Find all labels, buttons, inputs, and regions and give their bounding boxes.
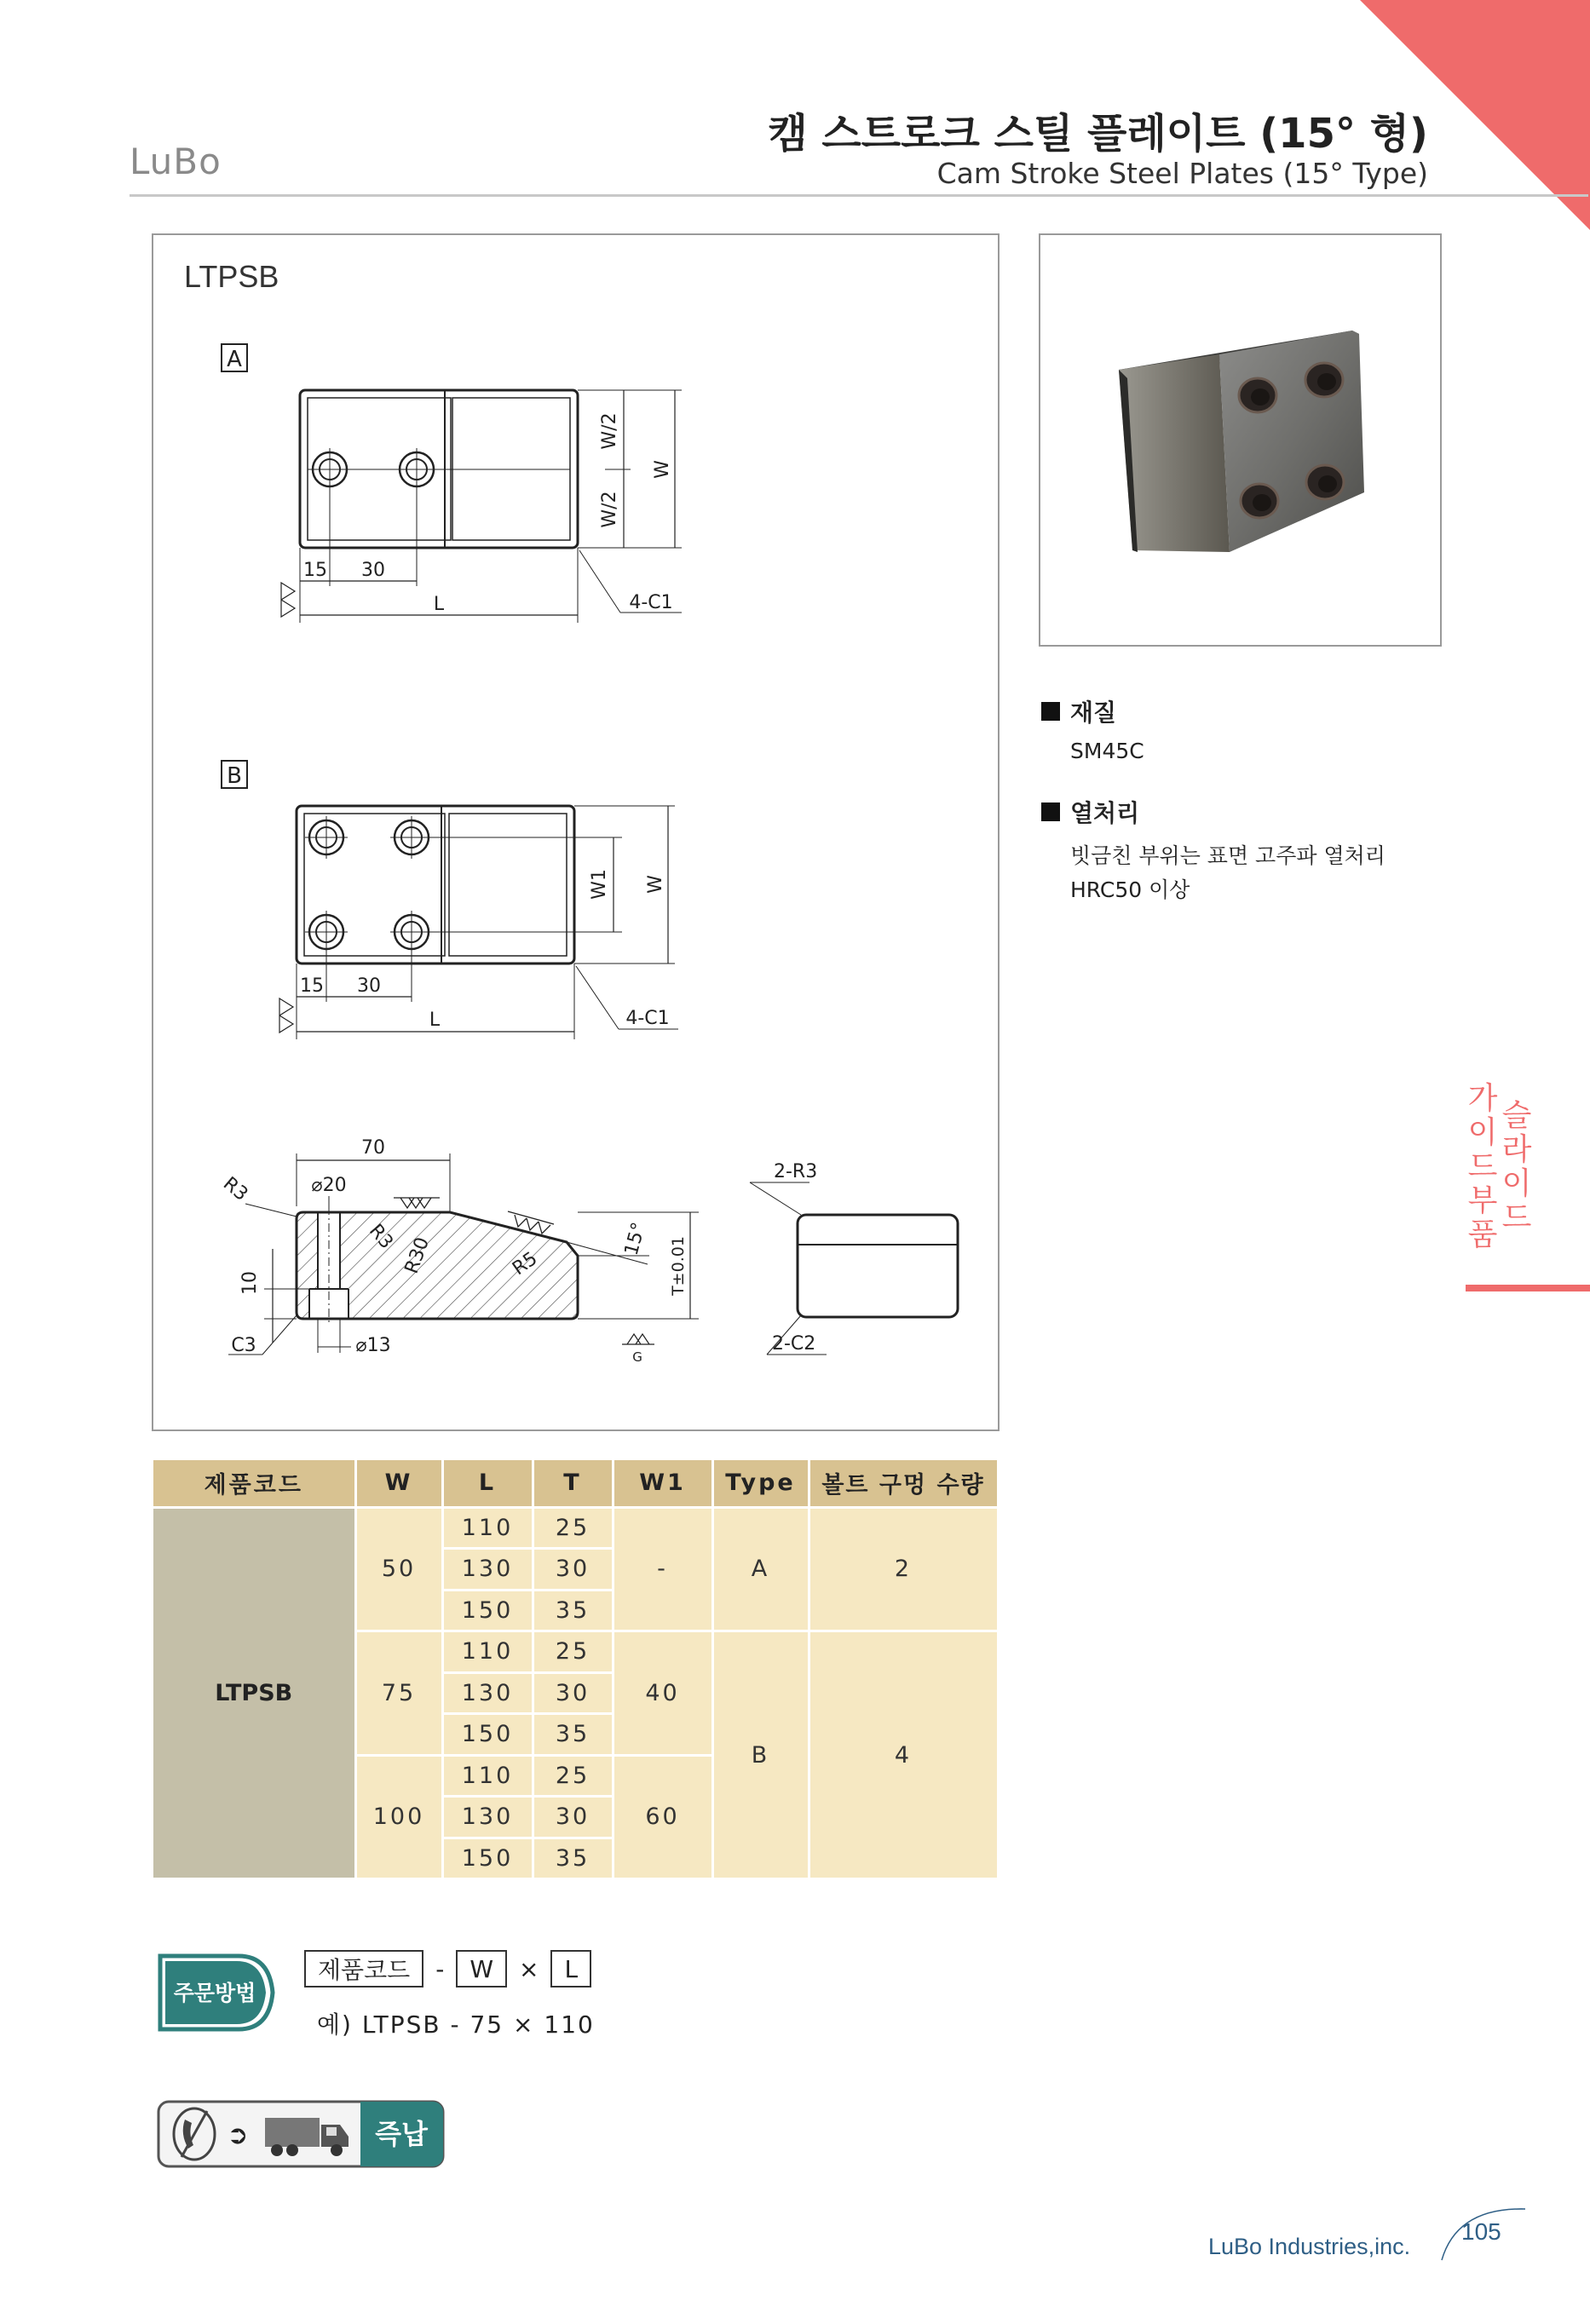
end-outline [798, 1215, 958, 1317]
header-w: W [355, 1460, 442, 1507]
side-tab-bar [1466, 1285, 1590, 1291]
header-product-code: 제품코드 [153, 1460, 355, 1507]
finish-mark-top [394, 1198, 440, 1208]
order-example: 예) LTPSB - 75 × 110 [317, 2010, 595, 2039]
type-b-plate-left [304, 814, 445, 956]
cell-l: 150 [442, 1590, 533, 1631]
side-tab-slide: 슬 라 이 드 [1501, 1098, 1532, 1235]
type-b-bolt-hole [305, 911, 348, 953]
type-b-dim-l: L [429, 1010, 441, 1031]
page-title-korean: 캠 스트로크 스틸 플레이트 (15° 형) [768, 110, 1428, 158]
cell-type: A [712, 1507, 809, 1631]
type-b-bolt-hole [390, 816, 433, 859]
type-b-dim-30: 30 [357, 975, 381, 997]
cell-t: 25 [533, 1631, 613, 1673]
type-a-finish-icon [281, 583, 295, 617]
cell-l: 130 [442, 1672, 533, 1714]
type-a-bolt-hole [395, 448, 438, 491]
delivery-badge [156, 2099, 446, 2169]
cell-type: B [712, 1631, 809, 1879]
cell-t: 25 [533, 1755, 613, 1797]
cell-l: 110 [442, 1755, 533, 1797]
grind-mark-icon [622, 1334, 654, 1344]
cell-l: 110 [442, 1507, 533, 1549]
type-a-dim-15: 15 [303, 560, 327, 581]
type-a-bolt-hole [308, 448, 351, 491]
cell-w1: - [613, 1507, 712, 1631]
header-t: T [533, 1460, 613, 1507]
side-angle-15: 15° [620, 1220, 650, 1258]
cell-t: 25 [533, 1507, 613, 1549]
cell-l: 110 [442, 1631, 533, 1673]
order-l-box: L [550, 1950, 591, 1987]
product-code-cell: LTPSB [153, 1507, 355, 1879]
product-image [1040, 235, 1443, 648]
product-photo [1039, 233, 1442, 647]
type-b-dim-15: 15 [300, 975, 324, 997]
side-counterbore-13: ⌀13 [355, 1335, 391, 1356]
type-a-tag: A [227, 347, 242, 372]
side-t-tolerance: T±0.01 [669, 1236, 688, 1296]
cell-l: 150 [442, 1714, 533, 1756]
heat-treatment-line2: HRC50 이상 [1070, 877, 1190, 902]
header-l: L [442, 1460, 533, 1507]
end-r3: 2-R3 [774, 1161, 818, 1182]
end-view [750, 1161, 1001, 1355]
header-divider [130, 194, 1588, 197]
type-a-dim-w2-top: W/2 [599, 412, 620, 450]
bullet-square-icon [1041, 702, 1060, 721]
table-row [153, 1507, 998, 1549]
cell-t: 35 [533, 1838, 613, 1879]
cell-bolt-qty: 2 [809, 1507, 998, 1631]
side-r5: R5 [509, 1248, 542, 1280]
cell-t: 30 [533, 1672, 613, 1714]
cell-w: 100 [355, 1755, 442, 1879]
cell-w1: 60 [613, 1755, 712, 1879]
technical-drawing [152, 233, 1000, 1431]
type-a-dim-w: W [652, 460, 673, 479]
drawing-canvas [153, 235, 1001, 1433]
type-a-chamfer: 4-C1 [629, 592, 673, 613]
bullet-square-icon [1041, 802, 1060, 821]
side-r30: R30 [400, 1234, 435, 1277]
table-header-row [153, 1460, 998, 1507]
type-a-dim-w2-bottom: W/2 [599, 491, 620, 528]
arrow-icon: ➲ [227, 2120, 249, 2150]
side-dim-70: 70 [361, 1137, 385, 1159]
side-dim-10: 10 [239, 1271, 261, 1295]
heat-treatment-line1: 빗금친 부위는 표면 고주파 열처리 [1070, 843, 1385, 868]
type-b-dim-w1: W1 [589, 869, 610, 900]
end-c2: 2-C2 [772, 1333, 816, 1355]
cell-t: 35 [533, 1590, 613, 1631]
material-heading: 재질 [1070, 699, 1117, 727]
side-c3: C3 [231, 1335, 256, 1356]
cell-w: 75 [355, 1631, 442, 1756]
material-section [1041, 694, 1144, 763]
side-r3-top: R3 [218, 1173, 252, 1206]
header-w1: W1 [613, 1460, 712, 1507]
order-format [304, 1950, 591, 1987]
brand-logo: LuBo [130, 141, 222, 182]
header-type: Type [712, 1460, 809, 1507]
type-b-tag: B [227, 763, 242, 789]
order-w-box: W [456, 1950, 507, 1987]
cell-w1: 40 [613, 1631, 712, 1756]
cell-l: 130 [442, 1549, 533, 1591]
side-counterbore-20: ⌀20 [311, 1175, 347, 1196]
footer-company: LuBo Industries,inc. [1208, 2234, 1411, 2259]
type-a-dim-l: L [433, 594, 445, 615]
type-b-bolt-hole [305, 816, 348, 859]
side-grind-label: G [632, 1349, 642, 1365]
side-tab-guide-parts: 가 이 드 부 품 [1467, 1081, 1498, 1252]
type-b-dim-w: W [645, 875, 666, 894]
page-title-english: Cam Stroke Steel Plates (15° Type) [936, 157, 1428, 190]
cell-t: 30 [533, 1797, 613, 1838]
order-times: × [519, 1954, 539, 1983]
type-a-view [222, 344, 682, 623]
cell-l: 150 [442, 1838, 533, 1879]
heat-heading: 열처리 [1070, 799, 1140, 827]
header-bolt-qty: 볼트 구멍 수량 [809, 1460, 998, 1507]
cell-w: 50 [355, 1507, 442, 1631]
cell-bolt-qty: 4 [809, 1631, 998, 1879]
cell-l: 130 [442, 1797, 533, 1838]
type-b-view [222, 761, 678, 1039]
page-number: 105 [1461, 2218, 1501, 2245]
order-method-badge [153, 1947, 279, 2038]
type-a-dim-30: 30 [361, 560, 385, 581]
material-value: SM45C [1070, 739, 1144, 763]
delivery-label: 즉납 [375, 2118, 428, 2150]
heat-treatment-section [1041, 795, 1385, 904]
order-dash: - [435, 1954, 445, 1983]
type-b-bolt-hole [390, 911, 433, 953]
type-b-chamfer: 4-C1 [625, 1008, 670, 1029]
order-badge-label: 주문방법 [173, 1981, 256, 2005]
spec-table [153, 1460, 1000, 1880]
side-r3-mid: R3 [364, 1220, 397, 1254]
type-b-outline [297, 806, 574, 964]
drawing-model-name: LTPSB [184, 259, 279, 294]
cell-t: 30 [533, 1549, 613, 1591]
side-view [219, 1137, 699, 1365]
type-b-finish-icon [279, 998, 293, 1033]
order-code-box: 제품코드 [304, 1950, 423, 1987]
type-b-plate-right [449, 814, 567, 956]
cell-t: 35 [533, 1714, 613, 1756]
